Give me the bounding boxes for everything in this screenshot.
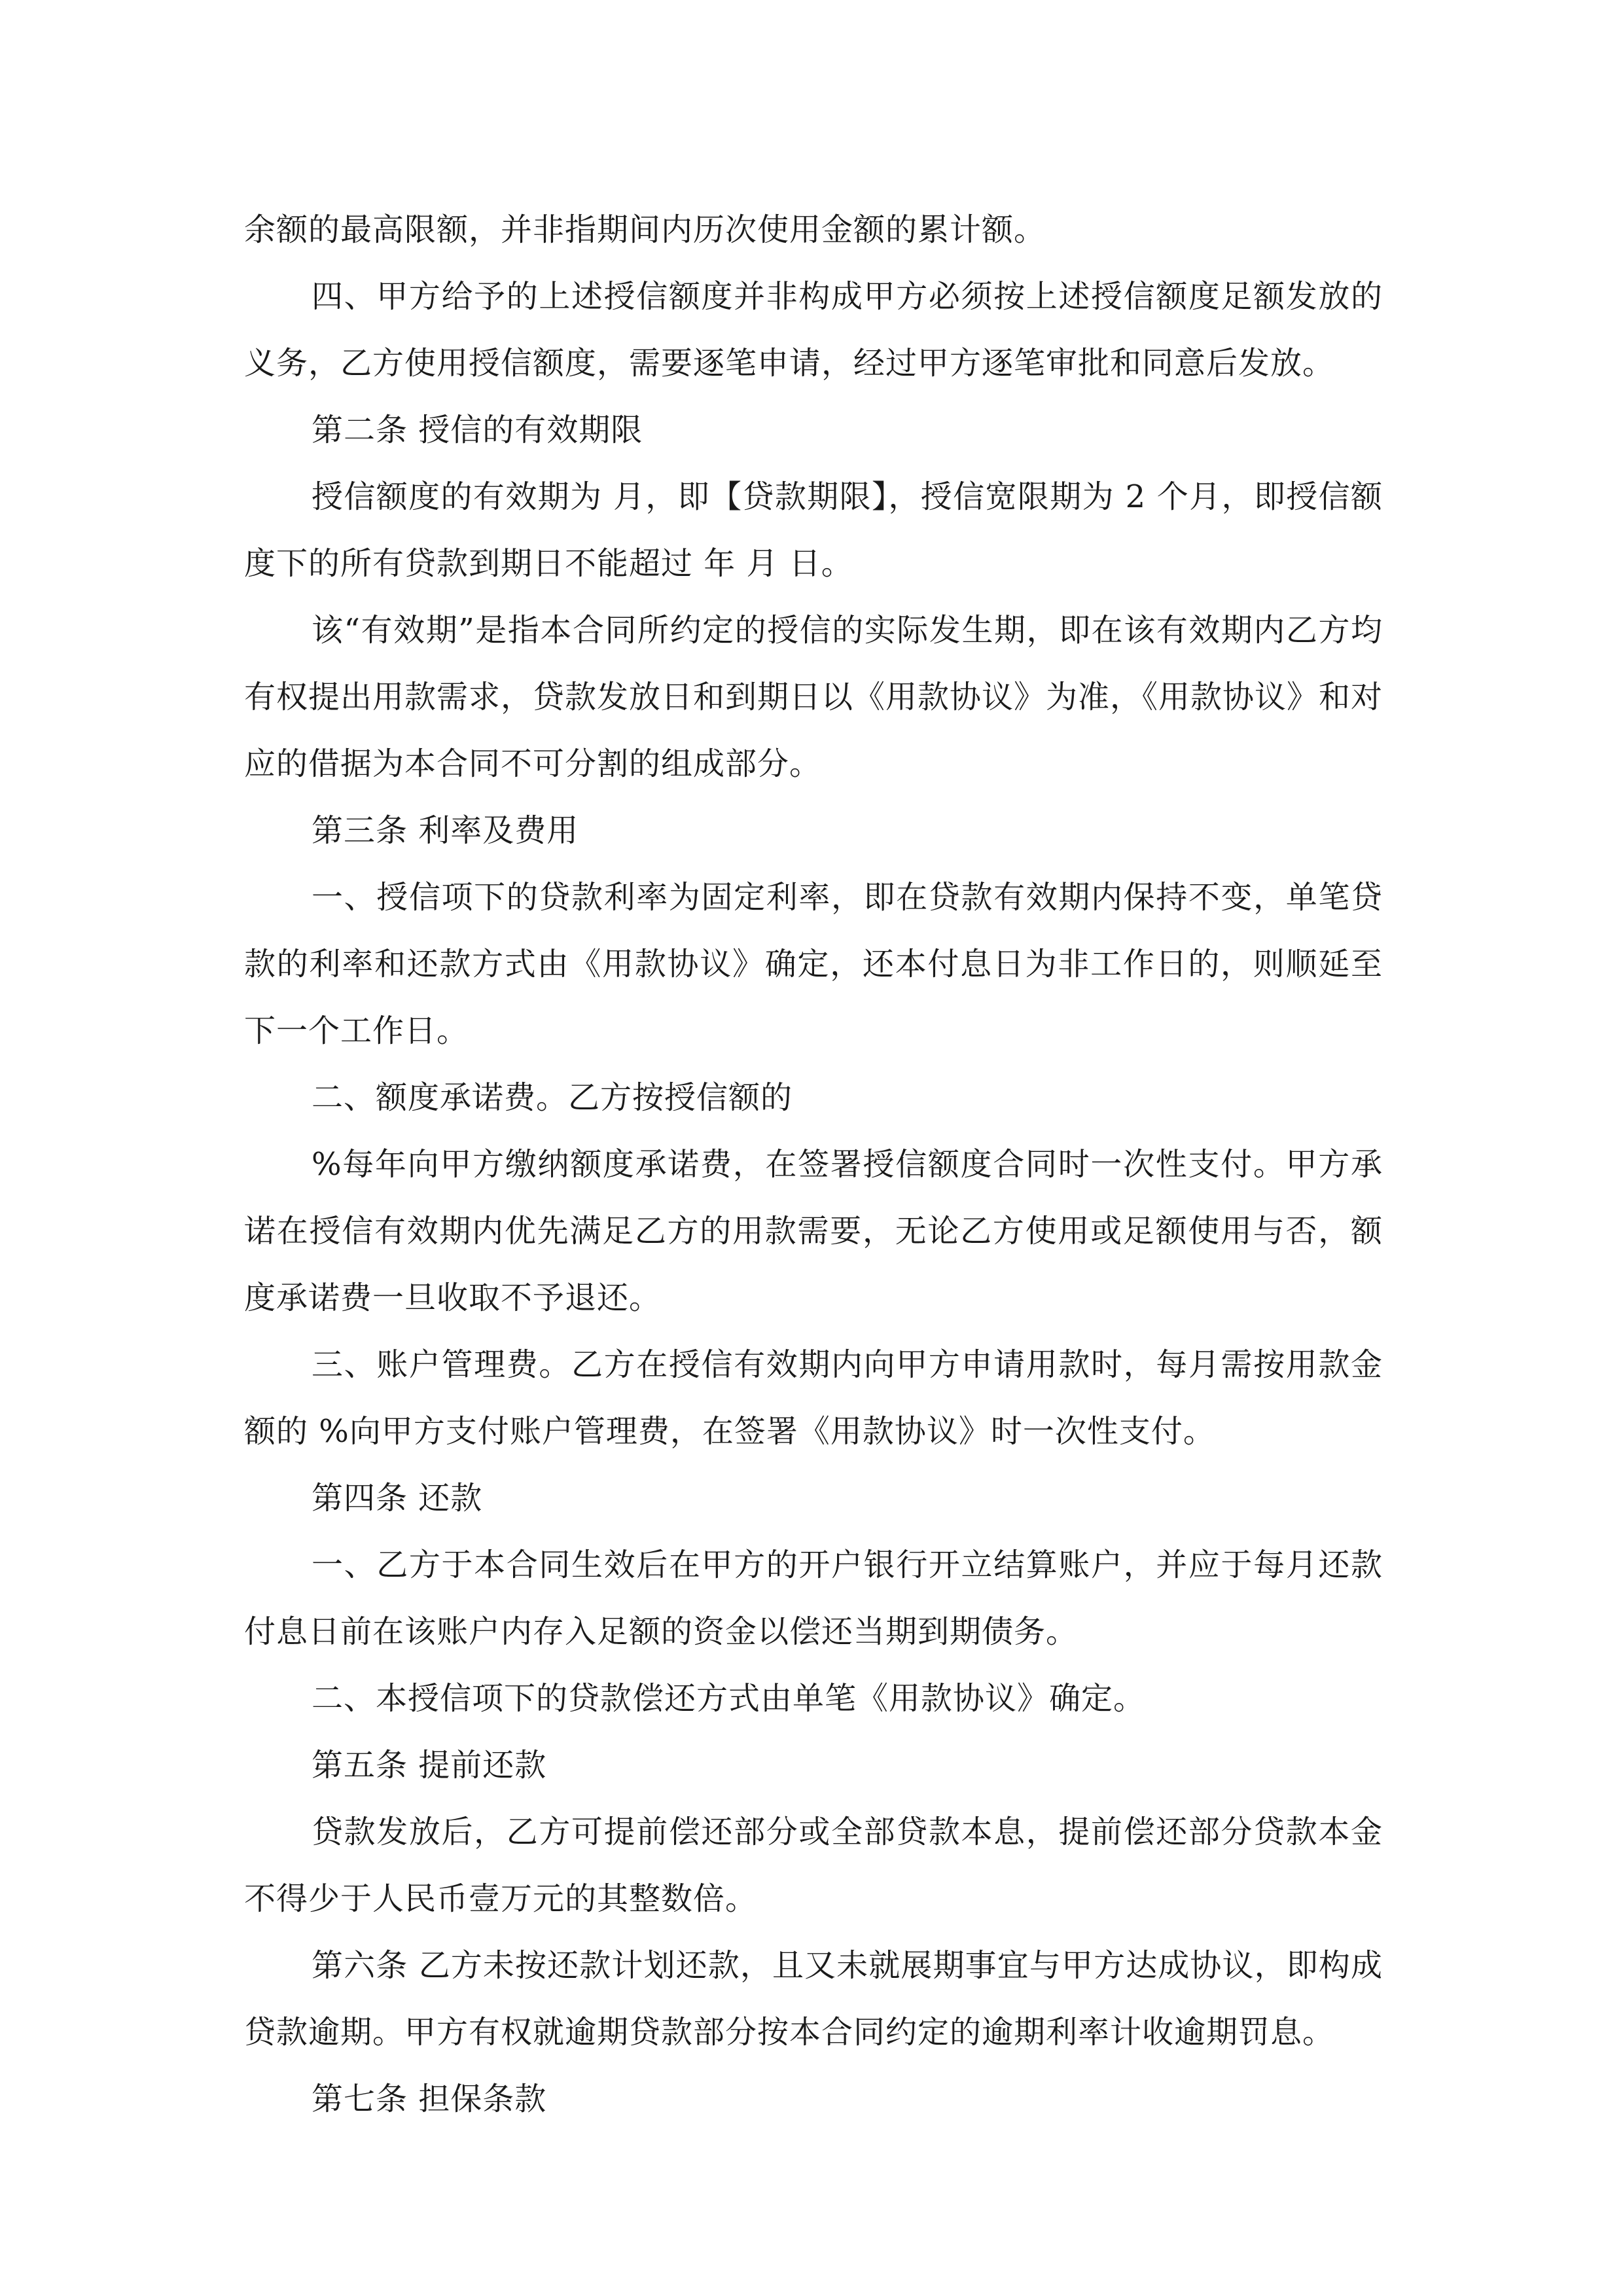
- paragraph-account-fee: 三、账户管理费。乙方在授信有效期内向甲方申请用款时，每月需按用款金额的 %向甲方支付账户管理费，在签署《用款协议》时一次性支付。: [244, 1346, 1383, 1450]
- paragraph-clause-4: 四、甲方给予的上述授信额度并非构成甲方必须按上述授信额度足额发放的义务，乙方使用授信额度，需要逐笔申请，经过甲方逐笔审批和同意后发放。: [244, 278, 1383, 382]
- paragraph-repayment-method: 二、本授信项下的贷款偿还方式由单笔《用款协议》确定。: [312, 1680, 1146, 1717]
- article-2-heading: 第二条 授信的有效期限: [312, 412, 643, 448]
- article-7-heading: 第七条 担保条款: [312, 2081, 547, 2117]
- paragraph-interest-rate: 一、授信项下的贷款利率为固定利率，即在贷款有效期内保持不变，单笔贷款的利率和还款方式由《用款协议》确定，还本付息日为非工作日的，则顺延至下一个工作日。: [244, 879, 1383, 1049]
- paragraph-validity-term: 授信额度的有效期为 月，即【贷款期限】，授信宽限期为 2 个月，即授信额度下的所有贷款到期日不能超过 年 月 日。: [244, 478, 1383, 582]
- paragraph-continuation: 余额的最高限额，并非指期间内历次使用金额的累计额。: [244, 211, 1046, 248]
- article-5-heading: 第五条 提前还款: [312, 1747, 547, 1784]
- paragraph-settlement-account: 一、乙方于本合同生效后在甲方的开户银行开立结算账户，并应于每月还款付息日前在该账户内存入足额的资金以偿还当期到期债务。: [244, 1547, 1383, 1650]
- paragraph-validity-definition: 该“有效期”是指本合同所约定的授信的实际发生期，即在该有效期内乙方均有权提出用款需求，贷款发放日和到期日以《用款协议》为准，《用款协议》和对应的借据为本合同不可分割的组成部分。: [244, 612, 1383, 782]
- document-body: [244, 196, 1383, 2132]
- article-4-heading: 第四条 还款: [312, 1480, 483, 1516]
- paragraph-commitment-fee-intro: 二、额度承诺费。乙方按授信额的: [312, 1079, 793, 1116]
- paragraph-prepayment: 贷款发放后，乙方可提前偿还部分或全部贷款本息，提前偿还部分贷款本金不得少于人民币壹万元的其整数倍。: [244, 1814, 1383, 1917]
- paragraph-commitment-fee: %每年向甲方缴纳额度承诺费，在签署授信额度合同时一次性支付。甲方承诺在授信有效期内优先满足乙方的用款需要，无论乙方使用或足额使用与否，额度承诺费一旦收取不予退还。: [244, 1146, 1383, 1316]
- article-3-heading: 第三条 利率及费用: [312, 812, 579, 849]
- paragraph-article-6-overdue: 第六条 乙方未按还款计划还款，且又未就展期事宜与甲方达成协议，即构成贷款逾期。甲方有权就逾期贷款部分按本合同约定的逾期利率计收逾期罚息。: [244, 1947, 1383, 2051]
